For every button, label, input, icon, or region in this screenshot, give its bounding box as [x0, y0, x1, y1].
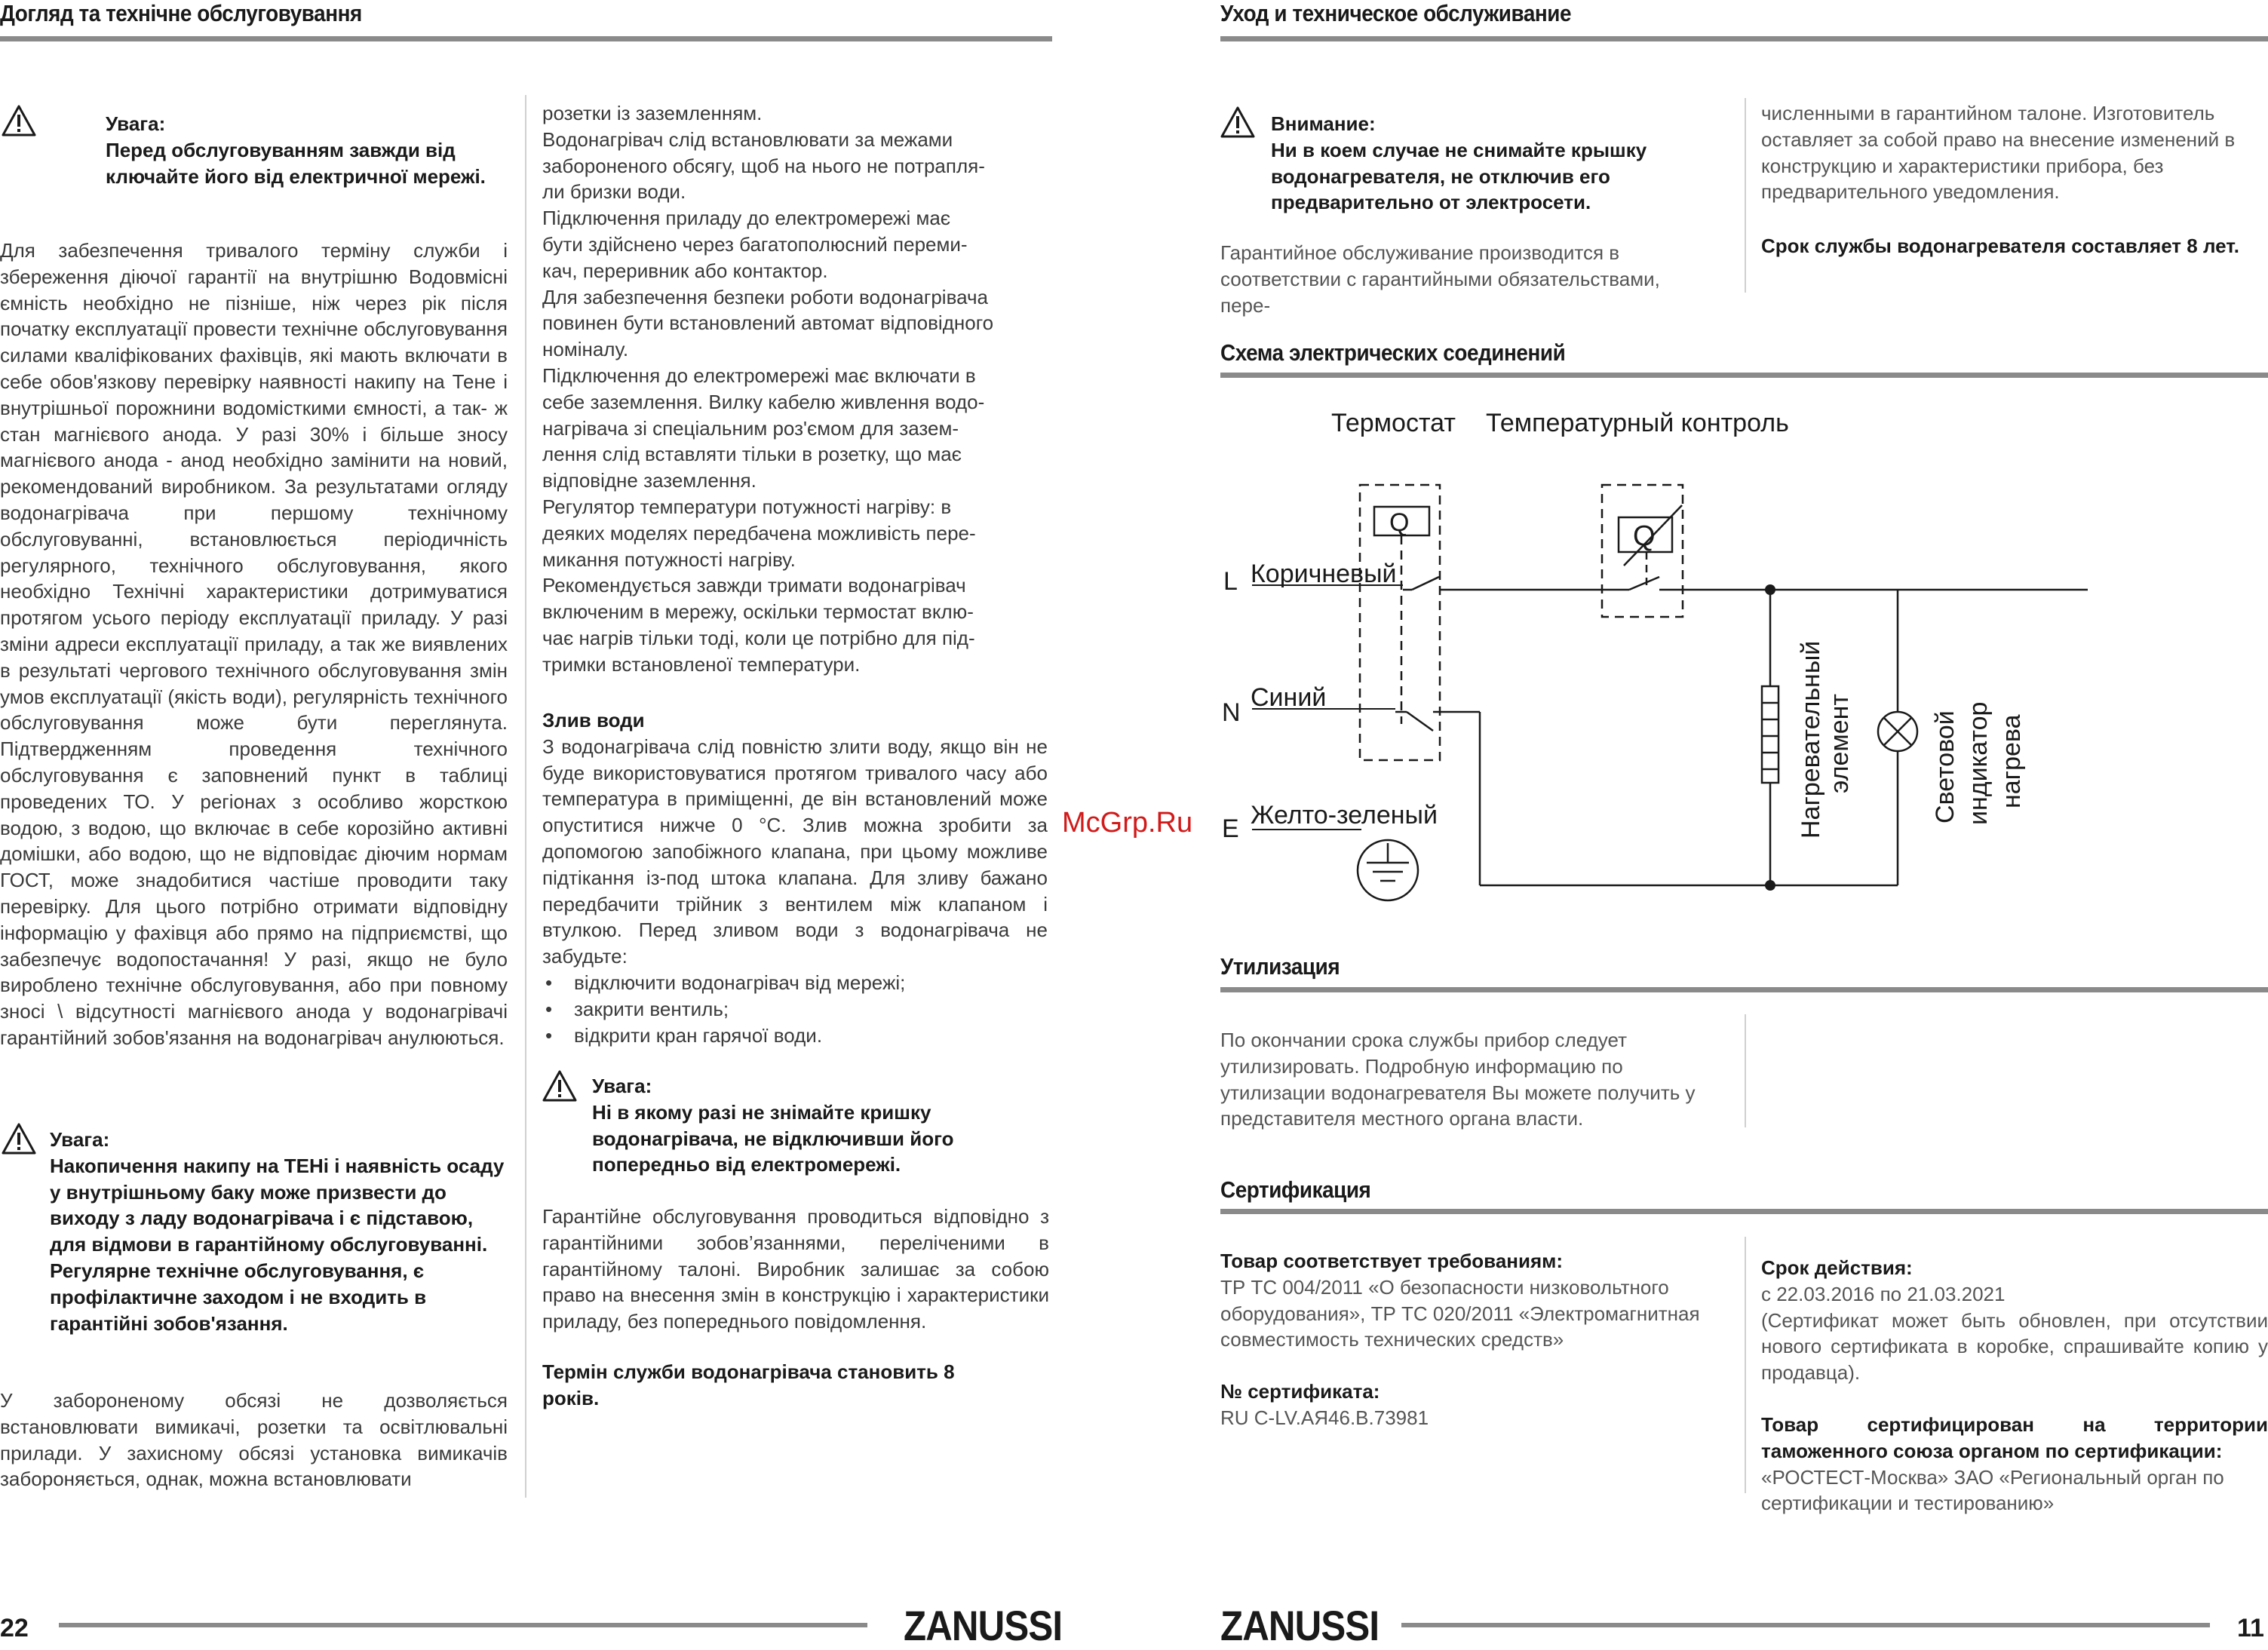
cert-num-text: RU C-LV.АЯ46.В.73981	[1220, 1406, 1429, 1429]
lamp-label: нагрева	[1997, 714, 2026, 808]
right-footer-rule	[1401, 1623, 2210, 1627]
left-maintenance-paragraph: Для забезпечення тривалого терміну служби і збереження діючої гарантії на внутрішню Водовмісні ємність необхідно не пізніше, ніж через рік після початку експлуатації провести технічне обслуговування силами кваліфікованих фахівців, які мають включати в себе обов'язкову перевірку наявності накипу на Тене і внутрішньої порожнини водомісткими ємності, а так- ж стан магнієвого анода. У разі 30% і більше зносу магнієвого анода - анод необхідно замінити на новий, рекомендований виробником. За результатами огляду водонагрівача при першому технічному обслуговуванні, встановлюється періодичність регулярного, технічного обслуговування, якого необхідно Технічні характеристики дотримуватися протягом усього періоду експлуатації приладу. У разі зміни адреси експлуатації приладу, а так же виявлених в результаті чергового технічного обслуговування змін умов експлуатації (якість води), регулярність технічного обслуговування може бути переглянута. Підтвердженням проведення технічного обслуговування є заповнений пункт в таблиці проведених ТО. У регіонах з особливо жорсткою водою, з водою, що включає в себе корозійно активні домішки, або водою, що не відповідає діючим нормам ГОСТ, може знадобитися частіше проводити таку перевірку. Для цього потрібно отримати відповідну інформацію у фахівця або прямо на підприємстві, що забезпечує водопостачання! У разі, якщо не було вироблено технічне обслуговування, або при повному зносі \ відсутності магнієвого анода у водонагрівачі гарантійний зобов'язання на водонагрівач анулюються.	[0, 239, 508, 1049]
warning-title: Внимание:	[1271, 112, 1376, 135]
column-divider	[525, 95, 526, 1498]
text-line: лення слід вставляти тільки в розетку, що має	[542, 443, 962, 466]
N-label: N	[1222, 698, 1241, 727]
right-heading-rule	[1220, 36, 2268, 41]
heater-label: Нагревательный	[1797, 640, 1825, 839]
left-page-heading: Догляд та технічне обслуговування	[0, 0, 362, 26]
right-page-number: 11	[2237, 1614, 2264, 1642]
text-line: розетки із заземленням.	[542, 102, 763, 124]
text-line: номіналу.	[542, 338, 629, 361]
thermostat-label: Термостат	[1331, 409, 1456, 437]
text-line: Для забезпечення безпеки роботи водонагрівача	[542, 285, 988, 308]
drain-text: З водонагрівача слід повністю злити воду, якщо він не буде використовуватися протягом тривалого часу або температура в приміщенні, де він встановлений може опуститися нижче 0 °С. Злив можна зробити за допомогою запобіжного клапана, при цьому можливе підтікання із-под штока клапана. Для зливу бажано передбачити трійник з вентилем між клапаном і втулкою. Перед зливом води з водонагрівача не забудьте:	[542, 735, 1048, 968]
drain-title: Злив води	[542, 709, 645, 731]
right-lifetime-text: Срок службы водонагревателя составляет 8 лет.	[1761, 235, 2239, 257]
warning-body: Ни в коем случае не снимайте крышку водонагревателя, не отключив его предварительно от электросети.	[1271, 138, 1647, 214]
brown-wire-label: Коричневый	[1251, 560, 1397, 588]
warning-icon	[1220, 106, 1255, 139]
yellow-green-wire-label: Желто-зеленый	[1251, 801, 1438, 830]
right-guarantee-text-b: численными в гарантийном талоне. Изготовитель оставляет за собой право на внесение изменений в конструкцию и характеристики прибора, без предварительного уведомления.	[1761, 102, 2236, 204]
list-item: • відкрити кран гарячої води.	[542, 1023, 1048, 1049]
warning-body: Накопичення накипу на ТЕНі і наявність осаду у внутрішньому баку може призвести до виходу з ладу водонагрівача і є підставою, для відмови в гарантійному обслуговуванні. Регулярне технічне обслуговування, є профілактичне заходом і не входить в гарантійні зобов'язання.	[50, 1154, 505, 1335]
scheme-heading-rule	[1220, 373, 2268, 378]
text-line: Підключення приладу до електромережі має	[542, 207, 951, 230]
text-line: кач, переривник або контактор.	[542, 259, 828, 282]
warning-body: Перед обслуговуванням завжди від ключайте його від електричної мережі.	[106, 138, 486, 188]
heater-label: элемент	[1825, 694, 1854, 793]
text-line: тримки встановленої температури.	[542, 652, 861, 676]
E-label: E	[1222, 814, 1239, 843]
warning-title: Увага:	[106, 112, 166, 135]
left-warning-3	[592, 1073, 1014, 1178]
text-line: нагрівача зі спеціальним роз'ємом для зазем-	[542, 416, 959, 440]
cert-valid-title: Срок действия:	[1761, 1256, 1913, 1279]
util-heading-rule	[1220, 987, 2268, 992]
warning-body: Ні в якому разі не знімайте кришку водонагрівача, не відключивши його попередньо від електромережі.	[592, 1100, 954, 1176]
warning-icon	[542, 1069, 577, 1103]
text-line: забороненого обсягу, щоб на нього не потрапля-	[542, 154, 985, 177]
cert-validity	[1761, 1255, 2268, 1517]
right-page-heading: Уход и техническое обслуживание	[1220, 0, 1572, 26]
L-label: L	[1223, 567, 1238, 596]
text-line: Регулятор температури потужності нагріву: в	[542, 495, 952, 518]
text-line: повинен бути встановлений автомат відповідного	[542, 311, 994, 335]
cert-body-title: Товар сертифицирован на территории таможенного союза органом по сертификации:	[1761, 1412, 2268, 1462]
cert-heading-rule	[1220, 1209, 2268, 1214]
column-divider	[1745, 98, 1746, 293]
left-warning-1	[106, 111, 513, 189]
warning-title: Увага:	[50, 1128, 110, 1151]
wiring-diagram	[1207, 392, 2026, 950]
left-connection-text	[542, 100, 1055, 678]
warning-icon	[2, 104, 36, 137]
text-line: микання потужності нагріву.	[542, 547, 796, 571]
left-logo: ZANUSSI	[904, 1602, 1063, 1649]
text-line: включеним в мережу, оскільки термостат вклю-	[542, 600, 974, 624]
column-divider	[1745, 1237, 1746, 1493]
left-lifetime-text: Термін служби водонагрівача становить 8 років.	[542, 1360, 955, 1409]
left-page-number: 22	[0, 1614, 29, 1642]
cert-req-text: ТР ТС 004/2011 «О безопасности низковольтного оборудования», ТР ТС 020/2011 «Электромагнитная совместимость технических средств»	[1220, 1275, 1700, 1351]
scheme-heading: Схема электрических соединений	[1220, 339, 1566, 366]
cert-heading: Сертификация	[1220, 1176, 1371, 1203]
text-line: ли бризки води.	[542, 180, 686, 204]
left-guarantee-text: Гарантійне обслуговування проводиться відповідно з гарантійними зобов’язаннями, переліченими в гарантійному талоні. Виробник залишає за собою право на внесення змін в конструкцію і характеристики приладу, без попереднього повідомлення.	[542, 1205, 1049, 1333]
left-installation-paragraph: У забороненому обсязі не дозволяється встановлювати вимикачі, розетки та освітлювальні прилади. У захисному обсязі установка вимикачів забороняється, однак, можна встановлювати	[0, 1389, 508, 1491]
lamp-label: индикатор	[1964, 701, 1993, 825]
left-warning-2	[50, 1127, 511, 1336]
q-label: Q	[1633, 520, 1656, 552]
watermark: McGrp.Ru	[1062, 807, 1193, 839]
q-label: Q	[1389, 508, 1410, 537]
cert-body-text: «РОСТЕСТ-Москва» ЗАО «Региональный орган по сертификации и тестированию»	[1761, 1465, 2224, 1515]
list-item: • закрити вентиль;	[542, 996, 1048, 1023]
right-guarantee-text-a: Гарантийное обслуживание производится в соответствии с гарантийными обязательствами, пере-	[1220, 241, 1660, 317]
text-line: Підключення до електромережі має включати в	[542, 363, 976, 387]
cert-req-title: Товар соответствует требованиям:	[1220, 1250, 1564, 1272]
right-logo: ZANUSSI	[1220, 1602, 1380, 1649]
text-line: чає нагрів тільки тоді, коли це потрібно для під-	[542, 626, 975, 649]
cert-requirements	[1220, 1248, 1733, 1431]
left-heading-rule	[0, 36, 1052, 41]
text-line: Водонагрівач слід встановлювати за межами	[542, 127, 953, 151]
lamp-label: Световой	[1931, 710, 1960, 823]
warning-title: Увага:	[592, 1075, 652, 1097]
list-item: • відключити водонагрівач від мережі;	[542, 970, 1048, 996]
cert-valid-note: (Сертификат может быть обновлен, при отсутствии нового сертификата в коробке, спрашивайте копию у продавца).	[1761, 1308, 2268, 1385]
text-line: деяких моделях передбачена можливість пере-	[542, 521, 976, 544]
column-divider	[1745, 1014, 1746, 1127]
text-line: відповідне заземлення.	[542, 469, 757, 492]
cert-valid-dates: с 22.03.2016 по 21.03.2021	[1761, 1282, 2006, 1305]
drain-list	[542, 970, 1048, 1048]
cert-num-title: № сертификата:	[1220, 1380, 1380, 1403]
warning-icon	[2, 1122, 36, 1155]
temp-control-label: Температурный контроль	[1486, 409, 1789, 437]
text-line: бути здійснено через багатополюсний переми-	[542, 232, 968, 256]
left-footer-rule	[59, 1623, 867, 1627]
text-line: себе заземлення. Вилку кабелю живлення водо-	[542, 390, 985, 413]
util-text: По окончании срока службы прибор следует утилизировать. Подробную информацию по утилизации водонагревателя Вы можете получить у представителя местного органа власти.	[1220, 1029, 1696, 1130]
util-heading: Утилизация	[1220, 953, 1340, 980]
text-line: Рекомендується завжди тримати водонагрівач	[542, 574, 966, 597]
blue-wire-label: Синий	[1251, 683, 1327, 712]
right-warning	[1271, 111, 1723, 216]
drain-section	[542, 707, 1048, 1048]
